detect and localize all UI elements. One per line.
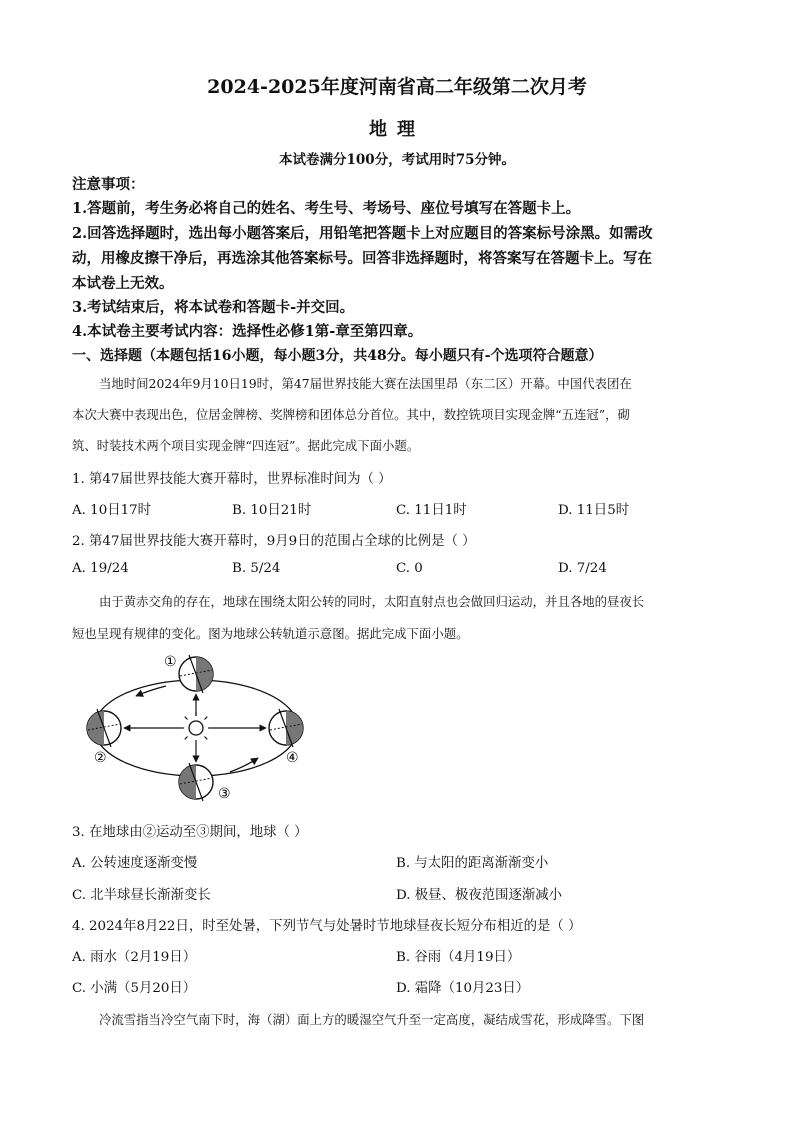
passage-line: 本次大赛中表现出色，位居金牌榜、奖牌榜和团体总分首位。其中，数控铣项目实现金牌“五连冠”，砌: [72, 407, 630, 422]
option-a: A. 19/24: [72, 561, 129, 576]
option-a: A. 雨水（2月19日）: [72, 950, 197, 965]
passage-line: 短也呈现有规律的变化。图为地球公转轨道示意图。据此完成下面小题。: [72, 626, 469, 641]
subject-title: 地理: [369, 119, 425, 140]
notice-line: 3.考试结束后，将本试卷和答题卡-并交回。: [72, 299, 355, 316]
option-a: A. 10日17时: [72, 503, 152, 518]
option-d: D. 霜降（10月23日）: [396, 981, 530, 996]
score-line: 本试卷满分100分，考试用时75分钟。: [279, 152, 515, 168]
notice-line: 1.答题前，考生务必将自己的姓名、考生号、考场号、座位号填写在答题卡上。: [72, 200, 581, 217]
earth-position-4: [269, 709, 303, 747]
option-b: B. 5/24: [232, 561, 281, 576]
question-stem: 3. 在地球由②运动至③期间，地球（ ）: [72, 825, 308, 840]
option-c: C. 北半球昼长渐渐变长: [72, 888, 211, 903]
passage-line: 当地时间2024年9月10日19时，第47届世界技能大赛在法国里昂（东二区）开幕。中国代表团在: [99, 376, 632, 391]
option-b: B. 10日21时: [232, 503, 312, 518]
label-4: ④: [286, 750, 299, 766]
option-b: B. 谷雨（4月19日）: [396, 950, 521, 965]
label-1: ①: [164, 654, 177, 670]
earth-position-1: [179, 655, 213, 693]
notice-line: 动，用橡皮擦干净后，再选涂其他答案标号。回答非选择题时，将答案写在答题卡上。写在: [72, 250, 652, 267]
notice-line: 本试卷上无效。: [72, 275, 174, 292]
option-d: D. 7/24: [558, 561, 607, 576]
section-heading: 一、选择题（本题包括16小题，每小题3分，共48分。每小题只有-个选项符合题意）: [72, 348, 603, 364]
passage-line: 由于黄赤交角的存在，地球在围绕太阳公转的同时，太阳直射点也会做回归运动，并且各地的昼夜长: [99, 594, 645, 609]
question-stem: 4. 2024年8月22日，时至处暑，下列节气与处暑时节地球昼夜长短分布相近的是（ ）: [72, 919, 582, 934]
option-d: D. 极昼、极夜范围逐渐减小: [396, 888, 563, 903]
question-stem: 2. 第47届世界技能大赛开幕时，9月9日的范围占全球的比例是（ ）: [72, 534, 476, 549]
notice-line: 2.回答选择题时，选出每小题答案后，用铅笔把答题卡上对应题目的答案标号涂黑。如需改: [72, 225, 653, 242]
passage-line: 筑、时装技术两个项目实现金牌“四连冠”。据此完成下面小题。: [72, 438, 420, 453]
label-2: ②: [94, 750, 107, 766]
option-c: C. 11日1时: [396, 503, 467, 518]
option-a: A. 公转速度逐渐变慢: [72, 856, 198, 871]
earth-position-3: [179, 763, 213, 801]
orbit-diagram: [80, 650, 320, 810]
exam-title: 2024-2025年度河南省高二年级第二次月考: [207, 76, 587, 98]
notice-line: 4.本试卷主要考试内容：选择性必修1第-章至第四章。: [72, 323, 423, 340]
label-3: ③: [218, 786, 231, 802]
option-b: B. 与太阳的距离渐渐变小: [396, 856, 549, 871]
passage-line: 冷流雪指当冷空气南下时，海（湖）面上方的暖湿空气升至一定高度，凝结成雪花，形成降雪。下图: [99, 1012, 645, 1027]
notice-heading: 注意事项：: [72, 176, 145, 193]
question-stem: 1. 第47届世界技能大赛开幕时，世界标准时间为（ ）: [72, 472, 392, 487]
earth-position-2: [87, 709, 121, 747]
option-d: D. 11日5时: [558, 503, 630, 518]
option-c: C. 0: [396, 561, 423, 576]
sun-icon: [180, 712, 212, 744]
option-c: C. 小满（5月20日）: [72, 981, 197, 996]
